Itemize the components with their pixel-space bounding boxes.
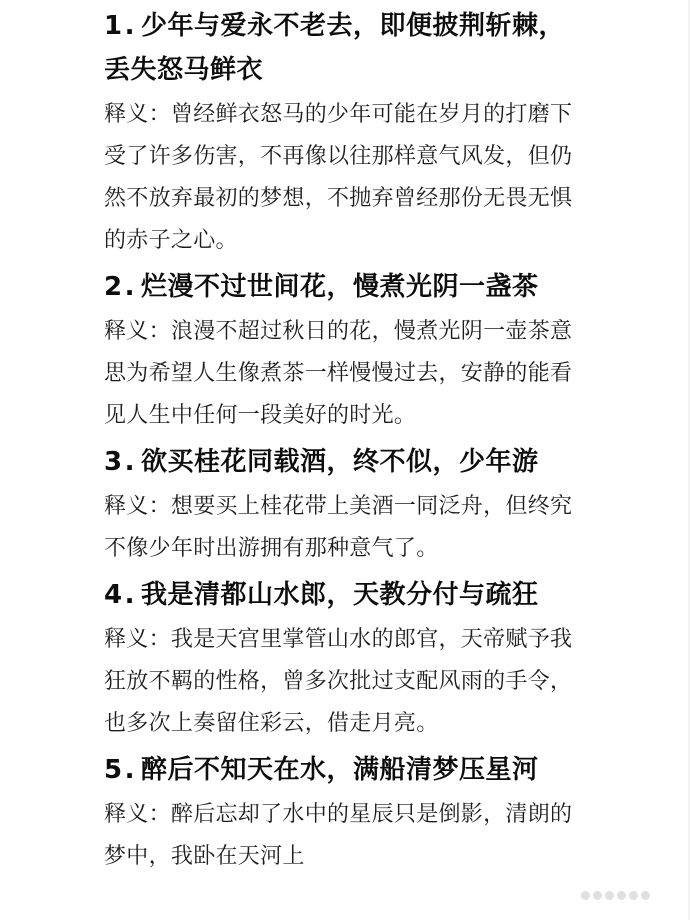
- entry-title: [104, 4, 584, 92]
- list-item: [104, 440, 584, 570]
- list-item: [104, 4, 584, 262]
- watermark-dot: [641, 891, 650, 900]
- poem-list: [104, 4, 584, 881]
- entry-title: [104, 748, 584, 792]
- watermark-dot: [629, 891, 638, 900]
- meaning-label: 释义：: [104, 627, 171, 652]
- watermark-dot: [581, 891, 590, 900]
- entry-number: 3: [104, 447, 123, 477]
- entry-title-text: 少年与爱永不老去，即便披荆斩棘，丢失怒马鲜衣: [104, 11, 565, 85]
- entry-separator: .: [124, 11, 135, 41]
- entry-title-text: 我是清都山水郎，天教分付与疏狂: [140, 580, 539, 610]
- entry-number: 2: [104, 272, 123, 302]
- entry-meaning: [104, 311, 584, 437]
- entry-title: [104, 573, 584, 617]
- entry-meaning: [104, 619, 584, 745]
- watermark-dots: [581, 891, 650, 900]
- entry-separator: .: [124, 580, 135, 610]
- entry-number: 1: [104, 11, 123, 41]
- entry-title-text: 欲买桂花同载酒，终不似，少年游: [140, 447, 539, 477]
- entry-meaning: [104, 794, 584, 878]
- meaning-text: 醉后忘却了水中的星辰只是倒影，清朗的梦中，我卧在天河上: [104, 802, 573, 869]
- meaning-label: 释义：: [104, 319, 171, 344]
- watermark-dot: [605, 891, 614, 900]
- watermark-dot: [617, 891, 626, 900]
- entry-number: 5: [104, 755, 123, 785]
- entry-meaning: [104, 94, 584, 262]
- entry-meaning: [104, 486, 584, 570]
- meaning-label: 释义：: [104, 102, 171, 127]
- meaning-label: 释义：: [104, 802, 171, 827]
- meaning-text: 我是天宫里掌管山水的郎官，天帝赋予我狂放不羁的性格，曾多次批过支配风雨的手令，也多次上奏留住彩云，借走月亮。: [104, 627, 573, 736]
- entry-title: [104, 440, 584, 484]
- entry-title-text: 烂漫不过世间花，慢煮光阴一盏茶: [140, 272, 539, 302]
- meaning-label: 释义：: [104, 494, 171, 519]
- entry-number: 4: [104, 580, 123, 610]
- meaning-text: 浪漫不超过秋日的花，慢煮光阴一壶茶意思为希望人生像煮茶一样慢慢过去，安静的能看见人生中任何一段美好的时光。: [104, 319, 573, 428]
- list-item: [104, 748, 584, 878]
- meaning-text: 曾经鲜衣怒马的少年可能在岁月的打磨下受了许多伤害，不再像以往那样意气风发，但仍然不放弃最初的梦想，不抛弃曾经那份无畏无惧的赤子之心。: [104, 102, 573, 253]
- meaning-text: 想要买上桂花带上美酒一同泛舟，但终究不像少年时出游拥有那种意气了。: [104, 494, 573, 561]
- entry-separator: .: [124, 272, 135, 302]
- list-item: [104, 265, 584, 437]
- list-item: [104, 573, 584, 745]
- entry-title-text: 醉后不知天在水，满船清梦压星河: [140, 755, 539, 785]
- entry-separator: .: [124, 447, 135, 477]
- entry-separator: .: [124, 755, 135, 785]
- entry-title: [104, 265, 584, 309]
- watermark-dot: [593, 891, 602, 900]
